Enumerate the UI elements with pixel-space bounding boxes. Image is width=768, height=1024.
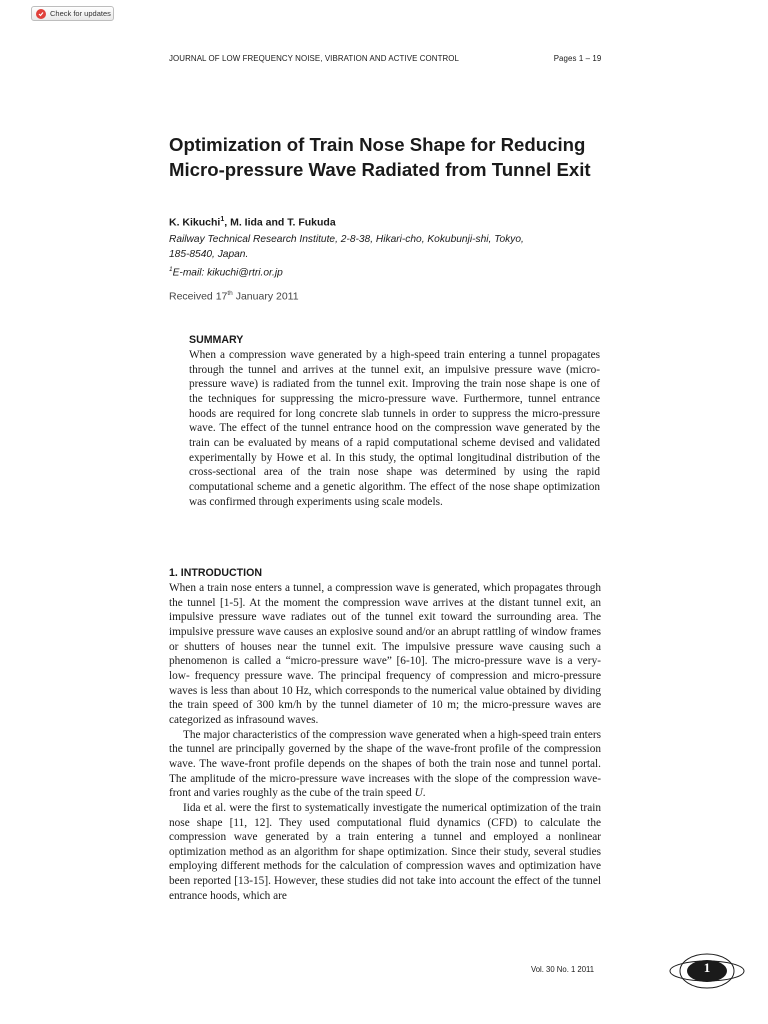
first-author: K. Kikuchi [169,216,221,229]
page-range: Pages 1 – 19 [553,53,602,63]
intro-paragraph-1: When a train nose enters a tunnel, a compression wave is generated, which propagates through the tunnel [1-5]. At the moment the compression wave arrives at the distant tunnel exit, an impulsive pressure wave radiates out of the tunnel exit toward the surrounding area. The impulsive pressure wave causes an explosive sound and/or an abrupt rattling of window frames or shutters of houses near the tunnel exit. The impulsive pressure wave causing such a phenomenon is called a “micro-pressure wave” [6-10]. The micro-pressure wave is a very- low- frequency pressure wave. The principal frequency of compression and micro-pressure waves is less than about 10 Hz, which corresponds to the numerical value obtained by dividing the train speed of 300 km/h by the tunnel diameter of 10 m; the micro-pressure waves are categorized as infrasound waves. [169,582,601,726]
check-updates-icon [36,9,46,19]
introduction-heading: 1. INTRODUCTION [169,567,262,579]
received-ordinal: th [227,290,233,297]
journal-name: JOURNAL OF LOW FREQUENCY NOISE, VIBRATION AND ACTIVE CONTROL [169,53,460,63]
received-prefix: Received 17 [169,290,228,303]
affiliation-line-2: 185-8540, Japan. [169,249,249,260]
article-title: Optimization of Train Nose Shape for Reducing Micro-pressure Wave Radiated from Tunnel Exit [169,134,591,180]
page-number: 1 [703,960,711,975]
train-speed-symbol: U [414,787,423,800]
summary-heading: SUMMARY [189,334,244,346]
author-email: E-mail: kikuchi@rtri.or.jp [172,267,283,279]
check-updates-label: Check for updates [50,9,111,18]
author-list [169,216,336,229]
author-footnote-mark: 1 [220,216,225,223]
check-for-updates-badge[interactable] [31,6,114,21]
running-header [169,53,601,63]
affiliation [169,232,589,280]
introduction-body [169,581,601,903]
intro-paragraph-2 [169,728,601,801]
summary-text: When a compression wave generated by a high-speed train entering a tunnel propagates through the tunnel and arrives at the tunnel exit, an impulsive pressure wave (micro-pressure wave) is radiated from the tunnel exit. Improving the train nose shape is one of the techniques for suppressing the micro-pressure wave. Furthermore, tunnel entrance hoods are required for long concrete slab tunnels in order to suppress the micro-pressure wave. The effect of the tunnel entrance hood on the compression wave generated by the train can be evaluated by means of a rapid computational scheme devised and validated experimentally by Howe et al. In this study, the optimal longitudinal distribution of the cross-sectional area of the train nose shape was determined by using the rapid computational scheme and a genetic algorithm. The effect of the nose shape optimization was confirmed through experiments using scale models. [189,349,600,508]
intro-paragraph-2-text: The major characteristics of the compression wave generated when a high-speed train enters the tunnel are principally governed by the shape of the wave-front profile of the compression wave. The wave-front profile depends on the shapes of both the train nose and tunnel portal. The amplitude of the micro-pressure wave increases with the slope of the compression wave-front and varies roughly as the cube of the train speed [169,728,601,800]
received-date [169,290,299,303]
intro-paragraph-3: Iida et al. were the first to systematically investigate the numerical optimization of the train nose shape [11, 12]. They used computational fluid dynamics (CFD) to calculate the compression wave generated by a train entering a tunnel and employed a nonlinear optimization method as an algorithm for shape optimization. Since their study, several studies employing different methods for the calculation of compression waves and optimization have been reported [13-15]. However, these studies did not take into account the effect of the tunnel entrance hoods, which are [169,801,601,902]
received-suffix: January 2011 [232,290,299,303]
intro-paragraph-2-end: . [422,787,426,800]
volume-info: Vol. 30 No. 1 2011 [531,964,595,974]
other-authors: , M. Iida and T. Fukuda [224,216,336,229]
email-footnote-mark: 1 [169,266,173,273]
affiliation-line-1: Railway Technical Research Institute, 2-8-38, Hikari-cho, Kokubunji-shi, Tokyo, [169,234,524,245]
